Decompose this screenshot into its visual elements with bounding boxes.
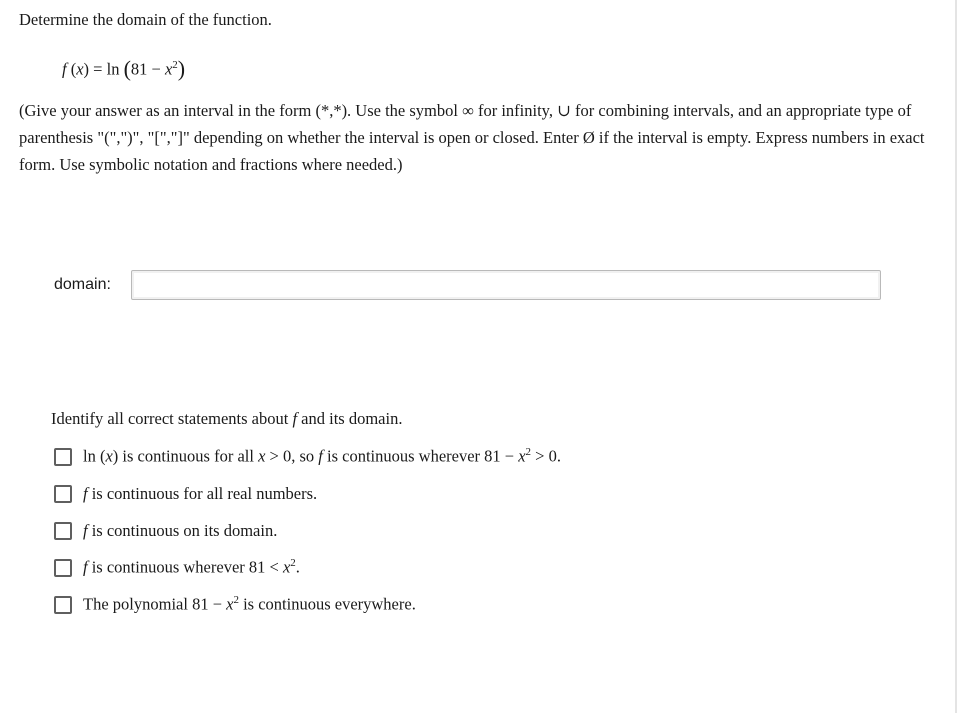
formula-minus: −: [151, 59, 161, 79]
formula-x2: x: [164, 59, 173, 79]
formula-constant: 81: [130, 59, 148, 79]
option-text: f is continuous for all real numbers.: [83, 483, 318, 503]
question-prompt: Determine the domain of the function.: [19, 10, 272, 29]
option-text: f is continuous on its domain.: [83, 520, 278, 540]
option-continuous-on-domain[interactable]: [54, 512, 561, 549]
formula-exponent: 2: [172, 59, 178, 71]
option-polynomial-continuous[interactable]: [54, 586, 561, 623]
formula-f: f: [62, 59, 67, 79]
answer-instructions: (Give your answer as an interval in the form (*,*). Use the symbol ∞ for infinity, ∪ for combining intervals, and an appropriate type of parenthesis "(",")", "[","]" depending on whether the interval is open or closed. Enter Ø if the interval is empty. Express numbers in exact form. Use symbolic notation and fractions where needed.): [19, 101, 925, 174]
checkbox[interactable]: [54, 485, 72, 503]
statements-question: Identify all correct statements about f and its domain.: [51, 409, 403, 428]
formula-x: x: [76, 59, 84, 79]
option-text: f is continuous wherever $81 < x^2$.: [83, 557, 300, 577]
option-text: ln (x) is continuous for all x > 0, so f is continuous wherever $81 - x^2 > 0$.: [83, 446, 561, 466]
checkbox[interactable]: [54, 448, 72, 466]
statement-options: [54, 438, 561, 623]
option-ln-continuous[interactable]: [54, 438, 561, 475]
option-continuous-where-81-lt-x2[interactable]: [54, 549, 561, 586]
checkbox[interactable]: [54, 522, 72, 540]
checkbox[interactable]: [54, 559, 72, 577]
option-text: The polynomial $81 - x^2$ is continuous everywhere.: [83, 594, 416, 614]
formula-ln: ln: [106, 59, 120, 79]
checkbox[interactable]: [54, 596, 72, 614]
domain-label: domain:: [54, 276, 111, 293]
function-formula: f $(x) = \ln (81 - x^2)$: [62, 55, 186, 81]
option-continuous-all-reals[interactable]: [54, 475, 561, 512]
domain-input[interactable]: [131, 270, 881, 300]
